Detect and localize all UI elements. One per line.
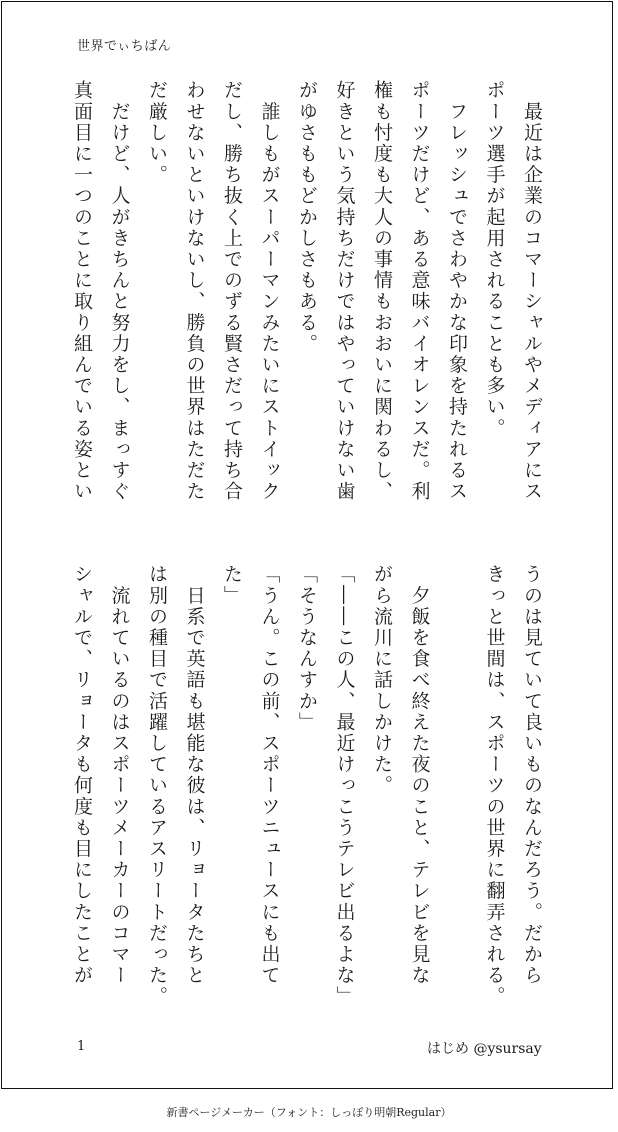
text-column: は別の種目で活躍しているアスリートだった。 (146, 564, 168, 1008)
text-column: 好きという気持ちだけではやっていけない歯 (333, 80, 356, 502)
text-column: 「――この人、最近けっこうテレビ出るよな」 (333, 564, 356, 1008)
app-footer-credit: 新書ページメーカー（フォント：しっぽり明朝Regular） (166, 1106, 452, 1119)
text-column: 誰しもがスーパーマンみたいにストイック (258, 80, 281, 502)
text-column: 「そうなんすか」 (296, 564, 318, 733)
text-column: 最近は企業のコマーシャルやメディアにス (521, 80, 543, 502)
text-column: ポーツ選手が起用されることも多い。 (483, 80, 506, 439)
text-column: うのは見ていて良いものなんだろう。だから (521, 564, 543, 986)
text-column: 権も忖度も大人の事情もおおいに関わるし、 (371, 80, 393, 502)
text-column: フレッシュでさわやかな印象を持たれるス (446, 80, 468, 502)
page-number: 1 (77, 1039, 86, 1054)
text-column: シャルで、リョータも何度も目にしたことが (71, 564, 93, 986)
text-column: 流れているのはスポーツメーカーのコマー (108, 564, 131, 986)
text-column: ポーツだけど、ある意味バイオレンスだ。利 (408, 80, 431, 502)
author-credit: はじめ @ysursay (427, 1041, 542, 1057)
text-column: わせないといけないし、勝負の世界はただた (183, 80, 206, 502)
text-column: た」 (221, 564, 243, 607)
manuscript-page (1, 1, 613, 1089)
page-header-title: 世界でぃちばん (77, 39, 172, 54)
text-column: がら流川に話しかけた。 (371, 564, 393, 797)
text-column: 真面目に一つのことに取り組んでいる姿とい (71, 80, 93, 502)
text-column: 日系で英語も堪能な彼は、リョータたちと (183, 564, 206, 986)
text-column: きっと世間は、スポーツの世界に翻弄される。 (483, 564, 506, 1008)
text-column: だけど、人がきちんと努力をし、まっすぐ (108, 80, 131, 502)
text-column: 夕飯を食べ終えた夜のこと、テレビを見な (408, 564, 431, 986)
text-column: がゆさももどかしさもある。 (296, 80, 318, 355)
text-column: 「うん。この前、スポーツニュースにも出て (258, 564, 281, 986)
text-column: だ厳しい。 (146, 80, 168, 186)
text-column: だし、勝ち抜く上でのずる賢さだって持ち合 (221, 80, 243, 502)
